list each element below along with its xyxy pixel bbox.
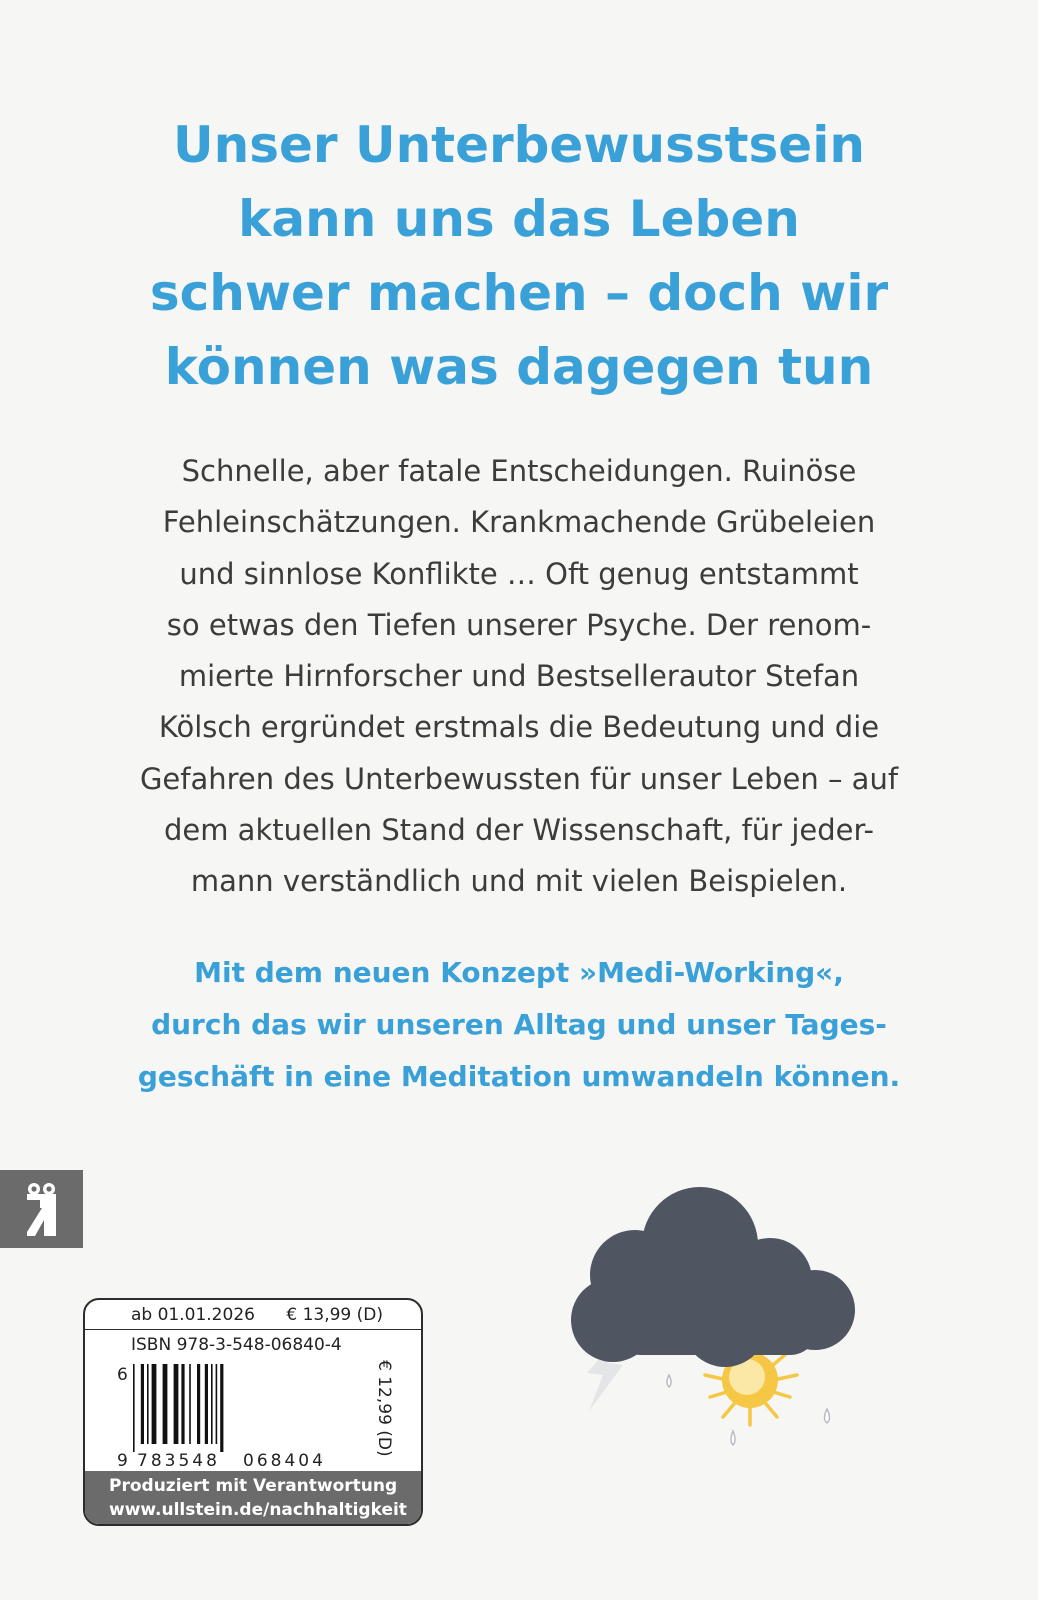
blurb-line: Fehleinschätzungen. Krankmachende Grübeleien bbox=[162, 505, 876, 540]
barcode-first-digit: 9 bbox=[117, 1451, 128, 1471]
sustainability-footer bbox=[85, 1471, 421, 1524]
barcode-bar bbox=[133, 1364, 135, 1452]
tagline-line: geschäft in eine Meditation umwandeln können. bbox=[137, 1060, 901, 1093]
barcode-bar bbox=[147, 1364, 149, 1444]
barcode-bars bbox=[133, 1364, 223, 1452]
price-barcode-sticker bbox=[83, 1298, 423, 1526]
barcode-bar bbox=[197, 1364, 200, 1444]
owl-icon bbox=[0, 1170, 83, 1248]
price-label: € 13,99 (D) bbox=[286, 1305, 384, 1325]
headline-line: Unser Unterbewusstsein bbox=[173, 116, 865, 174]
cloud bbox=[571, 1187, 855, 1367]
blurb-line: Kölsch ergründet erstmals die Bedeutung und die bbox=[158, 710, 880, 745]
blurb-line: und sinnlose Konflikte … Oft genug entstammt bbox=[179, 556, 859, 591]
barcode-bar bbox=[211, 1364, 213, 1444]
barcode-bar bbox=[189, 1364, 191, 1444]
blurb-line: mann verständlich und mit vielen Beispielen. bbox=[190, 864, 848, 899]
barcode-lead-digit: 6 bbox=[117, 1365, 128, 1385]
price-row bbox=[85, 1300, 421, 1330]
barcode-bar bbox=[152, 1364, 157, 1444]
headline-line: kann uns das Leben bbox=[238, 190, 800, 248]
barcode bbox=[93, 1358, 393, 1474]
barcode-digits-left: 783548 bbox=[137, 1451, 220, 1471]
barcode-bar bbox=[163, 1364, 168, 1444]
storm-cloud-sun-icon bbox=[565, 1185, 865, 1465]
barcode-bar bbox=[220, 1364, 223, 1452]
tagline-line: Mit dem neuen Konzept »Medi-Working«, bbox=[194, 956, 844, 989]
blurb-line: so etwas den Tiefen unserer Psyche. Der renom- bbox=[166, 607, 872, 642]
barcode-bar bbox=[174, 1364, 179, 1444]
barcode-bar bbox=[205, 1364, 208, 1444]
blurb-line: Schnelle, aber fatale Entscheidungen. Ruinöse bbox=[181, 454, 857, 488]
headline bbox=[110, 108, 928, 404]
blurb-line: mierte Hirnforscher und Bestsellerautor Stefan bbox=[178, 659, 860, 694]
price-vertical: € 12,99 (D) bbox=[374, 1360, 394, 1457]
barcode-bar bbox=[141, 1364, 144, 1444]
footer-url: www.ullstein.de/nachhaltigkeit bbox=[109, 1500, 407, 1520]
barcode-bar bbox=[181, 1364, 184, 1444]
blurb-line: Gefahren des Unterbewussten für unser Leben – auf bbox=[139, 761, 899, 796]
barcode-bar bbox=[216, 1364, 218, 1444]
headline-line: können was dagegen tun bbox=[164, 338, 874, 396]
owl-publisher-logo bbox=[0, 1170, 83, 1248]
isbn-label: ISBN 978-3-548-06840-4 bbox=[131, 1335, 342, 1355]
tagline-line: durch das wir unseren Alltag und unser Tages- bbox=[151, 1008, 887, 1041]
blurb-line: dem aktuellen Stand der Wissenschaft, für jeder- bbox=[163, 813, 875, 848]
valid-from-date: ab 01.01.2026 bbox=[131, 1305, 255, 1325]
blurb-text bbox=[120, 446, 918, 908]
tagline bbox=[110, 947, 928, 1103]
barcode-digits-right: 068404 bbox=[243, 1451, 326, 1471]
footer-line: Produziert mit Verantwortung bbox=[109, 1476, 398, 1496]
headline-line: schwer machen – doch wir bbox=[149, 264, 889, 322]
